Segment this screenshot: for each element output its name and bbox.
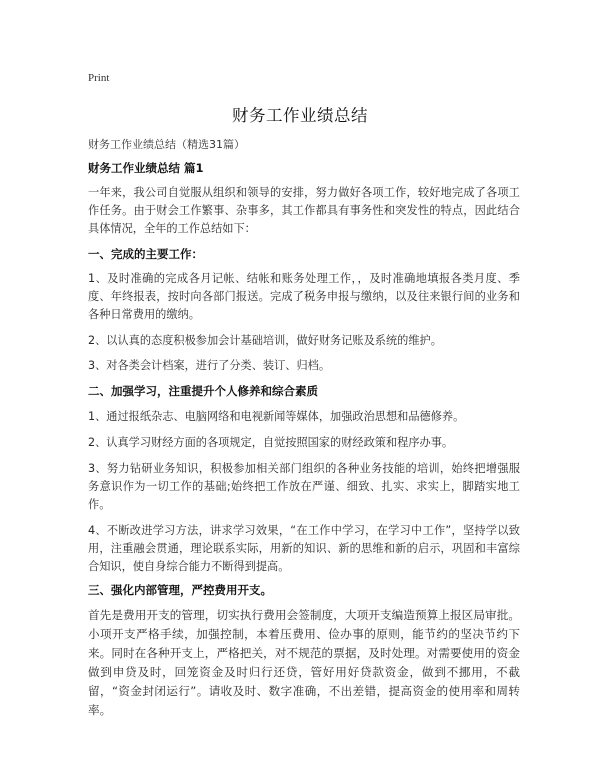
section-2-heading: 二、加强学习，注重提升个人修养和综合素质 — [88, 384, 318, 398]
section-1-item-2: 2、以认真的态度积极参加会计基础培训，做好财务记账及系统的维护。 — [88, 334, 442, 347]
section-1-heading: 一、完成的主要工作： — [88, 247, 203, 261]
section-2-item-1: 1、通过报纸杂志、电脑网络和电视新闻等媒体，加强政治思想和品德修养。 — [88, 410, 465, 423]
page-title: 财务工作业绩总结 — [232, 106, 368, 125]
section-1-item-1: 1、及时准确的完成各月记帐、结帐和账务处理工作，，及时准确地填报各类月度、季度、年终报表，按时向各部门报送。完成了税务申报与缴纳，以及往来银行间的业务和各种日常费用的缴纳。 — [88, 272, 520, 321]
document-subtitle: 财务工作业绩总结（精选31篇） — [88, 138, 245, 151]
section-2-item-3: 3、努力钻研业务知识，积极参加相关部门组织的各种业务技能的培训，始终把增强服务意识作为一切工作的基础;始终把工作放在严谨、细致、扎实、求实上，脚踏实地工作。 — [88, 462, 520, 511]
section-1-item-3: 3、对各类会计档案，进行了分类、装订、归档。 — [88, 359, 331, 372]
section-3-body: 首先是费用开支的管理，切实执行费用会签制度，大项开支编造预算上报区局审批。小项开支严格手续，加强控制，本着压费用、俭办事的原则，能节约的坚决节约下来。同时在各种开支上，严格把关，对不规范的票据，及时处理。对需要使用的资金做到申贷及时，回笼资金及时归行还贷，管好用好贷款资金，做到不挪用，不截留，“资金封闭运行”。请收及时、数字准确，不出差错，提高资金的使用率和周转率。 — [88, 608, 520, 717]
article-heading: 财务工作业绩总结 篇1 — [88, 161, 204, 175]
intro-paragraph: 一年来，我公司自觉服从组织和领导的安排，努力做好各项工作，较好地完成了各项工作任务。由于财会工作繁事、杂事多，其工作都具有事务性和突发性的特点，因此结合具体情况，全年的工作总结如下： — [88, 186, 520, 235]
print-label[interactable]: Print — [88, 72, 110, 84]
section-2-item-4: 4、不断改进学习方法，讲求学习效果，“在工作中学习，在学习中工作”，坚持学以致用，注重融会贯通，理论联系实际，用新的知识、新的思维和新的启示，巩固和丰富综合知识，使自身综合能力不断得到提高。 — [88, 524, 520, 573]
section-2-item-2: 2、认真学习财经方面的各项规定，自觉按照国家的财经政策和程序办事。 — [88, 436, 454, 449]
section-3-heading: 三、强化内部管理，严控费用开支。 — [88, 583, 272, 597]
